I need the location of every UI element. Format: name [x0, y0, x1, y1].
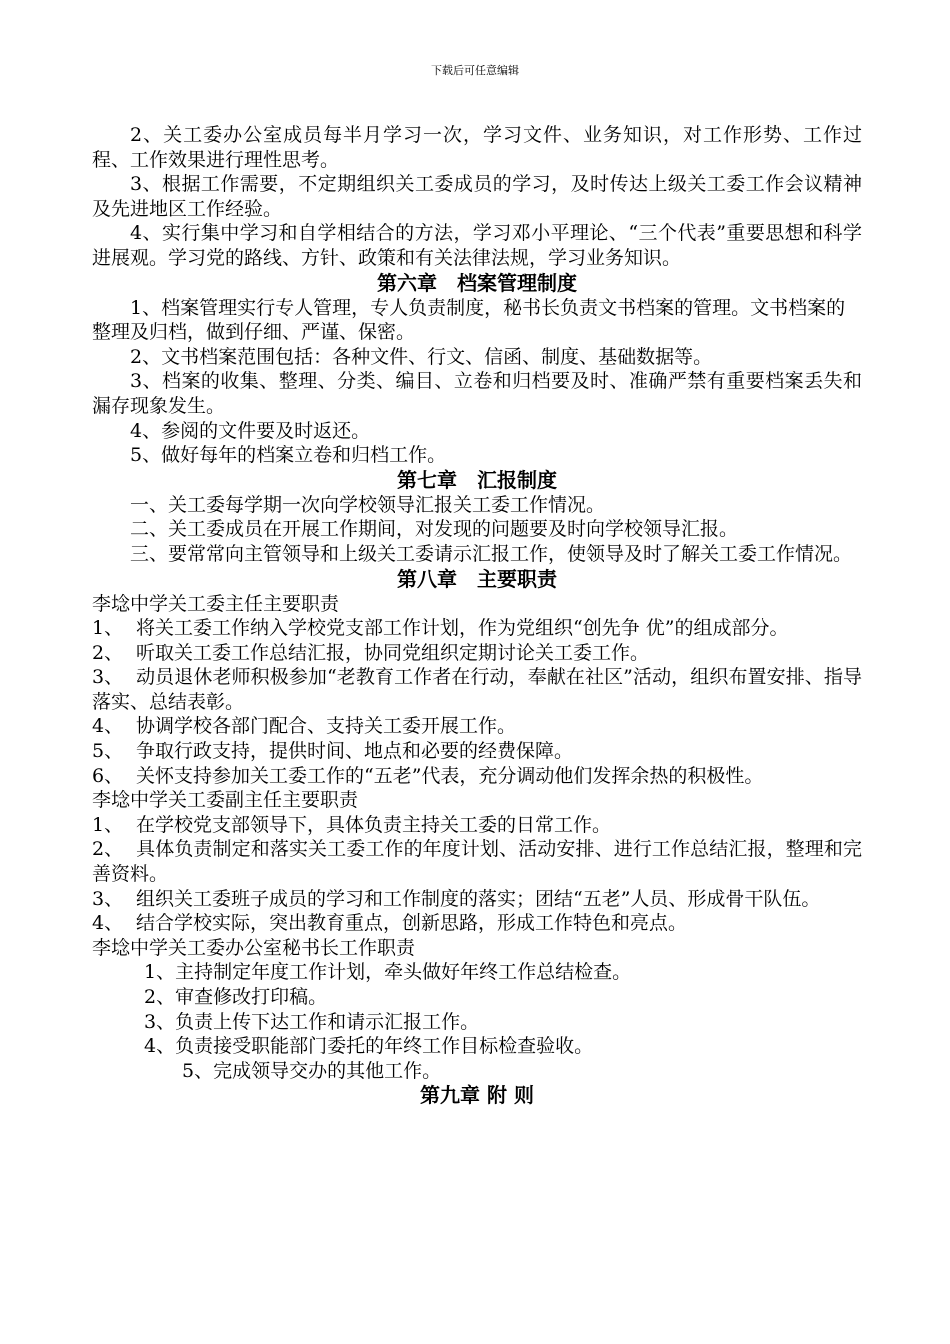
- item-number: 1、: [92, 813, 124, 836]
- item-number: 1、: [92, 617, 124, 640]
- list-item: 5、完成领导交办的其他工作。: [182, 1059, 442, 1082]
- item-text: 关怀支持参加关工委工作的“五老”代表，充分调动他们发挥余热的积极性。: [136, 764, 764, 787]
- list-item: 3、负责上传下达工作和请示汇报工作。: [144, 1010, 480, 1033]
- section-heading: 李埝中学关工委主任主要职责: [92, 592, 340, 615]
- item-text: 在学校党支部领导下，具体负责主持关工委的日常工作。: [136, 813, 612, 836]
- item-text: 争取行政支持，提供时间、地点和必要的经费保障。: [136, 740, 574, 763]
- paragraph: 三、要常常向主管领导和上级关工委请示汇报工作，使领导及时了解关工委工作情况。: [130, 542, 853, 565]
- chapter-title: 第八章 主要职责: [397, 566, 557, 591]
- paragraph: 2、关工委办公室成员每半月学习一次，学习文件、业务知识，对工作形势、工作过程、工作效果进行理性思考。: [92, 124, 862, 171]
- item-number: 4、: [92, 912, 124, 935]
- item-number: 3、: [92, 666, 124, 689]
- paragraph: 1、档案管理实行专人管理，专人负责制度，秘书长负责文书档案的管理。文书档案的整理及归档，做到仔细、严谨、保密。: [92, 296, 846, 344]
- item-number: 2、: [92, 838, 124, 861]
- paragraph: 4、实行集中学习和自学相结合的方法，学习邓小平理论、“三个代表”重要思想和科学进展观。学习党的路线、方针、政策和有关法律法规，学习业务知识。: [92, 222, 862, 269]
- paragraph: 2、文书档案范围包括：各种文件、行文、信函、制度、基础数据等。: [130, 345, 713, 368]
- item-text: 结合学校实际，突出教育重点，创新思路，形成工作特色和亮点。: [136, 912, 688, 935]
- list-item: [92, 714, 862, 739]
- list-item: [92, 739, 862, 764]
- item-number: 5、: [92, 740, 124, 763]
- chapter-title: 第七章 汇报制度: [397, 467, 557, 492]
- item-number: 4、: [92, 715, 124, 738]
- list-item: [92, 641, 862, 666]
- section-heading: 李埝中学关工委办公室秘书长工作职责: [92, 936, 416, 959]
- list-item: [92, 911, 862, 936]
- paragraph: 5、做好每年的档案立卷和归档工作。: [130, 444, 447, 467]
- paragraph: 二、关工委成员在开展工作期间，对发现的问题要及时向学校领导汇报。: [130, 518, 739, 541]
- paragraph: 3、档案的收集、整理、分类、编目、立卷和归档要及时、准确严禁有重要档案丢失和漏存现象发生。: [92, 370, 862, 417]
- item-number: 2、: [92, 641, 124, 664]
- list-item: [92, 837, 862, 886]
- paragraph: 一、关工委每学期一次向学校领导汇报关工委工作情况。: [130, 493, 606, 516]
- chapter-title: 第六章 档案管理制度: [377, 270, 577, 295]
- list-item: 2、审查修改打印稿。: [144, 986, 328, 1008]
- item-text: 具体负责制定和落实关工委工作的年度计划、活动安排、进行工作总结汇报，整理和完善资料。: [92, 838, 862, 886]
- item-number: 6、: [92, 764, 124, 787]
- item-number: 3、: [92, 887, 124, 910]
- item-text: 听取关工委工作总结汇报，协同党组织定期讨论关工委工作。: [136, 641, 650, 664]
- document-body: [92, 123, 862, 1108]
- list-item: [92, 813, 862, 838]
- list-item: [92, 887, 862, 912]
- list-item: 1、主持制定年度工作计划，牵头做好年终工作总结检查。: [144, 961, 632, 984]
- chapter-title: 第九章 附 则: [420, 1083, 534, 1108]
- item-text: 将关工委工作纳入学校党支部工作计划，作为党组织“创先争 优”的组成部分。: [136, 617, 789, 640]
- paragraph: 3、根据工作需要，不定期组织关工委成员的学习，及时传达上级关工委工作会议精神及先进地区工作经验。: [92, 173, 862, 220]
- list-item: [92, 616, 862, 641]
- item-text: 组织关工委班子成员的学习和工作制度的落实；团结“五老”人员、形成骨干队伍。: [136, 887, 821, 910]
- section-heading: 李埝中学关工委副主任主要职责: [92, 789, 359, 812]
- item-text: 协调学校各部门配合、支持关工委开展工作。: [136, 715, 517, 738]
- list-item: 4、负责接受职能部门委托的年终工作目标检查验收。: [144, 1035, 594, 1058]
- item-text: 动员退休老师积极参加“老教育工作者在行动，奉献在社区”活动，组织布置安排、指导落实、总结表彰。: [92, 666, 862, 713]
- page-header: 下载后可任意编辑: [431, 64, 519, 77]
- list-item: [92, 764, 862, 789]
- paragraph: 4、参阅的文件要及时返还。: [130, 419, 371, 442]
- list-item: [92, 665, 862, 714]
